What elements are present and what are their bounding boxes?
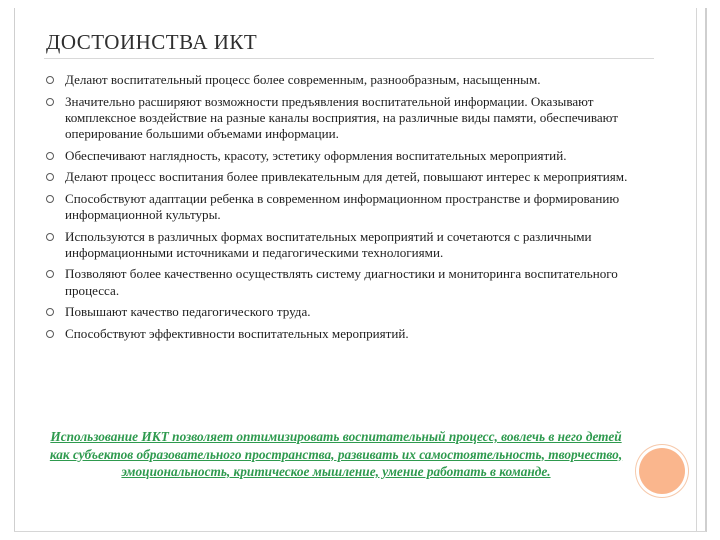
summary-text: Использование ИКТ позволяет оптимизировать воспитательный процесс, вовлечь в него детей как субъектов образовательного пространства, развивать их самостоятельность, творчество, эмоциональность, критическое мышление, умение работать в команде. — [49, 429, 623, 479]
list-item — [44, 304, 634, 320]
list-item — [44, 229, 634, 261]
bullet-circle-icon — [46, 152, 54, 160]
bullet-circle-icon — [46, 270, 54, 278]
list-item — [44, 94, 634, 143]
list-item-text: Способствуют адаптации ребенка в современном информационном пространстве и формированию информационной культуры. — [65, 190, 620, 222]
list-item-text: Позволяют более качественно осуществлять систему диагностики и мониторинга воспитательного процесса. — [65, 266, 618, 298]
bullet-circle-icon — [46, 173, 54, 181]
frame-right-outer-line — [705, 8, 707, 532]
frame-left-line — [14, 8, 15, 532]
list-item — [44, 191, 634, 223]
list-item-text: Способствуют эффективности воспитательных мероприятий. — [65, 325, 409, 341]
decorative-circle-icon — [639, 448, 685, 494]
list-item — [44, 169, 634, 185]
slide-title: ДОСТОИНСТВА ИКТ — [46, 30, 258, 54]
list-item-text: Используются в различных формах воспитательных мероприятий и сочетаются с различными информационными источниками и педагогическими технологиями. — [65, 228, 592, 260]
title-divider — [44, 58, 654, 59]
list-item-text: Повышают качество педагогического труда. — [65, 304, 311, 320]
bullet-circle-icon — [46, 195, 54, 203]
bullet-circle-icon — [46, 233, 54, 241]
list-item-text: Обеспечивают наглядность, красоту, эстетику оформления воспитательных мероприятий. — [65, 147, 567, 163]
list-item — [44, 148, 634, 164]
frame-right-line — [696, 8, 697, 532]
bullet-circle-icon — [46, 330, 54, 338]
bullet-circle-icon — [46, 76, 54, 84]
bullet-list — [44, 72, 634, 347]
list-item-text: Значительно расширяют возможности предъявления воспитательной информации. Оказывают комплексное воздействие на разные каналы восприятия, на различные виды памяти, обеспечивают оперирование большими объемами информации. — [65, 93, 619, 141]
list-item — [44, 72, 634, 88]
bullet-circle-icon — [46, 308, 54, 316]
bullet-circle-icon — [46, 98, 54, 106]
list-item — [44, 326, 634, 342]
list-item-text: Делают процесс воспитания более привлекательным для детей, повышают интерес к мероприятиям. — [65, 169, 628, 185]
list-item — [44, 266, 634, 298]
list-item-text: Делают воспитательный процесс более современным, разнообразным, насыщенным. — [65, 72, 541, 87]
frame-bottom-line — [14, 531, 706, 532]
